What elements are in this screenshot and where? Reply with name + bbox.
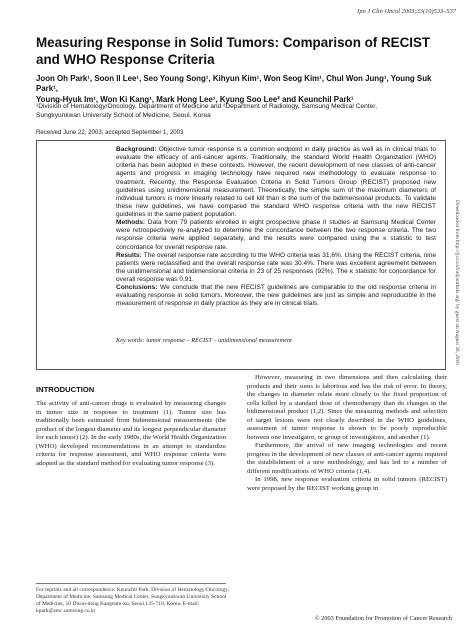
download-watermark bbox=[450, 200, 462, 400]
abstract-label: Results: bbox=[116, 251, 142, 259]
abstract-text: Data from 79 patients enrolled in eight prospective phase II studies at Samsung Medical Center were retrospectively re-analyzed to determine the concordance between the two response criteria. The two response criteria were applied separately, and the results were compared using the κ statistic to test concordance for overall response rate. bbox=[116, 219, 436, 251]
author-list bbox=[36, 74, 446, 105]
body-paragraph: However, measuring in two dimensions and then calculating their products and their sums is laborious and has the risk of error. In theory, the changes in diameter relate more closely to the fixed proportion of cells killed by a standard dose of chemotherapy than do changes in the bidimensional product (1,2). Since the measuring methods and selection of target lesions were not clearly described in the WHO guidelines, assessment of tumor response is shown to be poorly reproducible between one investigator, or group of investigators, and another (1). bbox=[247, 374, 447, 441]
paper-title: Measuring Response in Solid Tumors: Comparison of RECIST and WHO Response Criteria bbox=[36, 35, 431, 67]
copyright-notice: © 2003 Foundation for Promotion of Cancer Research bbox=[314, 615, 452, 622]
abstract bbox=[116, 146, 436, 309]
abstract-text: Objective tumor response is a common endpoint in daily practice as well as in clinical trials to evaluate the efficacy of anti-cancer agents. Traditionally, the standard World Health Organization (WHO) criteria has been adopted in these contexts. However, the recent development of new classes of anti-cancer agents and progress in imaging technology have required new methodology to evaluate response to treatment. Recently, the Response Evaluation Criteria in Solid Tumors Group (RECIST) proposed new guidelines using unidimensional measurement. Theoretically, the simple sum of the maximum diameters of individual tumors is more linearly related to cell kill than is the sum of the bidimensional products. To validate these new guidelines, we have compared the standard WHO response criteria with the new RECIST guidelines in the same patient population. bbox=[116, 146, 436, 218]
abstract-text: We conclude that the new RECIST guidelines are comparable to the old response criteria in evaluating response in solid tumors. Moreover, the new guidelines are just as simple and reproducible in the measurement of response in daily practice as they are in clinical trials. bbox=[116, 284, 436, 308]
author-line: Young-Hyuk Im¹, Won Ki Kang¹, Mark Hong Lee¹, Kyung Soo Lee² and Keunchil Park¹ bbox=[36, 94, 354, 104]
footnote-divider bbox=[36, 583, 226, 584]
affiliations bbox=[36, 103, 446, 121]
keywords: Key words: tumor response – RECIST – unidimensional measurement bbox=[116, 337, 292, 344]
abstract-background bbox=[116, 146, 436, 219]
correspondence-footnote: For reprints and all correspondence: Keunchil Park, Division of Hematology/Oncology, Department of Medicine, Samsung Medical Center, Sungkyunkwan University School of Medicine, 50 Dwon-dong Kangnam-ku, Seoul 135-710, Korea. E-mail: kpark@smc.samsung.co.kr bbox=[36, 587, 229, 614]
body-paragraph: In 1998, new response evaluation criteria in solid tumors (RECIST) were proposed by the RECIST working group in bbox=[247, 476, 447, 492]
download-note: Downloaded from http://jjco.oxfordjournals.org/ by guest on August 30, 2016 bbox=[454, 200, 460, 365]
left-column bbox=[36, 385, 226, 468]
abstract-conclusions bbox=[116, 284, 436, 308]
abstract-label: Methods: bbox=[116, 219, 146, 227]
abstract-label: Conclusions: bbox=[116, 284, 158, 292]
right-column bbox=[247, 374, 447, 493]
received-dates: Received June 22, 2003; accepted September 1, 2003 bbox=[36, 129, 184, 136]
abstract-text: The overall response rate according to the WHO criteria was 31.6%. Using the RECIST criteria, nine patients were reclassified and the overall response rate was 30.4%. There was excellent agreement between the unidimensional and bidimensional criteria in 23 of 25 responses (92%). The κ statistic for concordance for overall response was 0.91. bbox=[116, 251, 436, 283]
affiliation-line: Sungkyunkwan University School of Medicine, Seoul, Korea bbox=[36, 111, 211, 119]
section-heading-introduction: INTRODUCTION bbox=[36, 385, 95, 394]
abstract-results bbox=[116, 252, 436, 285]
abstract-methods bbox=[116, 219, 436, 252]
abstract-label: Background: bbox=[116, 146, 157, 153]
affiliation-line: ¹Division of Hematology/Oncology, Department of Medicine and ²Department of Radiology, Samsung Medical Center, bbox=[36, 103, 377, 110]
author-line: Joon Oh Park¹, Soon Il Lee¹, Seo Young Song¹, Kihyun Kim¹, Won Seog Kim¹, Chul Won Jung¹, Young Suk Park¹, bbox=[36, 74, 432, 94]
body-paragraph: Furthermore, the arrival of new imaging technologies and recent progress in the development of new classes of anti-cancer agents required the establishment of a new methodology, and has led to a number of different modifications of WHO criteria (1,4). bbox=[247, 442, 447, 475]
body-paragraph: The activity of anti-cancer drugs is evaluated by measuring changes in tumor size in response to treatment (1). Tumor size has traditionally been estimated from bidimensional measurements (the product of the longest diameter and its longest perpendicular diameter for each tumor) (2). In the early 1980s, the World Health Organization (WHO) developed recommendations in an attempt to standardize criteria for response assessment, and WHO response criteria were adopted as the standard method for evaluating tumor response (3). bbox=[36, 400, 226, 467]
running-head: Jpn J Clin Oncol 2003;33(10)533–537 bbox=[356, 8, 456, 15]
